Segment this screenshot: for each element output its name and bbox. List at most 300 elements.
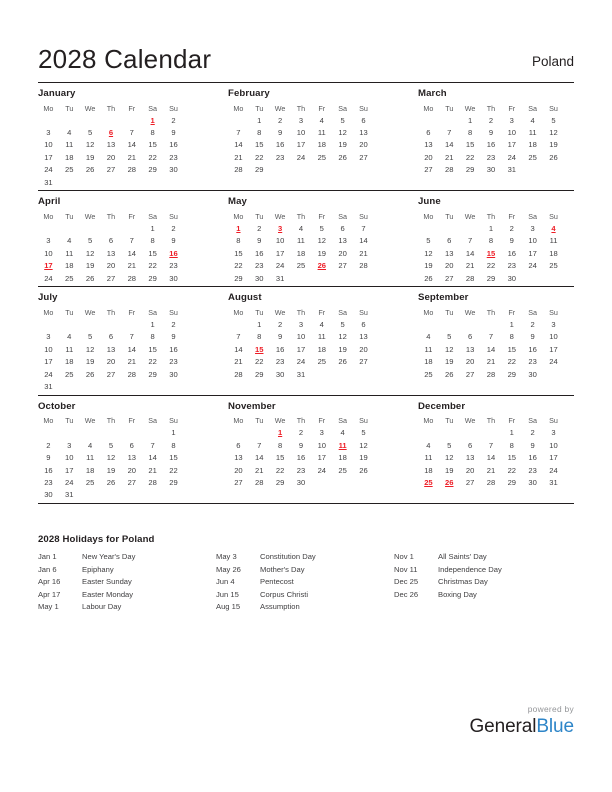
- day-cell: 10: [44, 140, 53, 150]
- day-cell: 31: [44, 381, 53, 391]
- weekday-header: Su: [169, 416, 178, 426]
- day-cell-empty: [121, 176, 142, 188]
- month-table: [418, 102, 564, 176]
- weekday-header: Fr: [128, 211, 136, 221]
- month-block-december: [394, 401, 572, 501]
- weekday-header: Su: [359, 103, 368, 113]
- month-name: October: [38, 400, 76, 412]
- weekday-header: Su: [169, 103, 178, 113]
- day-cell-holiday: 1: [150, 115, 155, 125]
- day-cell: 17: [44, 357, 53, 367]
- weekday-header-row: [228, 210, 374, 222]
- day-cell-empty: [163, 489, 184, 501]
- day-cell: 27: [465, 369, 475, 379]
- holiday-name: Assumption: [260, 602, 300, 612]
- day-cell-empty: [142, 427, 163, 439]
- day-cell: 26: [85, 165, 95, 175]
- day-cell: 15: [148, 140, 157, 150]
- day-cell: 9: [509, 236, 514, 246]
- day-cell-empty: [142, 380, 163, 392]
- day-cell: 5: [319, 224, 324, 234]
- day-cell: 25: [528, 152, 537, 162]
- week-row: [38, 439, 184, 451]
- day-cell-empty: [142, 489, 163, 501]
- week-row: [38, 272, 184, 284]
- week-row: [38, 176, 184, 188]
- week-row: [228, 368, 374, 380]
- day-cell: 22: [507, 465, 517, 475]
- holiday-date: May 3: [216, 552, 237, 561]
- quarter-row: [38, 190, 574, 286]
- day-cell: 6: [340, 224, 345, 234]
- day-cell: 27: [127, 477, 137, 487]
- holiday-date: May 26: [216, 564, 241, 574]
- day-cell: 5: [108, 440, 114, 450]
- week-row: [38, 476, 184, 488]
- list-item: [216, 564, 394, 577]
- weekday-header: Sa: [338, 211, 348, 221]
- day-cell: 3: [298, 319, 304, 329]
- day-cell: 28: [465, 273, 475, 283]
- weekday-header: We: [464, 211, 476, 221]
- weekday-header: Fr: [318, 416, 326, 426]
- day-cell: 5: [87, 236, 93, 246]
- holiday-date: Dec 25: [394, 577, 419, 587]
- day-cell-empty: [418, 222, 439, 234]
- week-row: [228, 331, 374, 343]
- page-title: 2028 Calendar: [38, 44, 212, 74]
- day-cell-empty: [80, 489, 101, 501]
- day-cell: 16: [275, 140, 285, 150]
- week-row: [228, 164, 374, 176]
- holiday-name: Mother's Day: [260, 564, 305, 574]
- day-cell: 2: [277, 319, 283, 329]
- day-cell: 28: [127, 273, 137, 283]
- weekday-header-row: [418, 306, 564, 318]
- day-cell: 21: [234, 152, 243, 162]
- day-cell: 21: [486, 465, 496, 475]
- day-cell: 16: [528, 453, 537, 463]
- list-item: [394, 551, 572, 564]
- day-cell: 9: [171, 236, 176, 246]
- day-cell: 30: [44, 490, 53, 500]
- day-cell: 17: [549, 344, 558, 354]
- day-cell: 14: [234, 344, 243, 354]
- day-cell-empty: [80, 380, 101, 392]
- weekday-header: Th: [486, 307, 496, 317]
- weekday-header: Fr: [318, 103, 326, 113]
- day-cell-empty: [163, 380, 184, 392]
- week-row: [38, 164, 184, 176]
- day-cell: 6: [467, 440, 473, 450]
- day-cell: 17: [296, 140, 306, 150]
- day-cell: 2: [46, 440, 51, 450]
- weekday-header: Su: [549, 103, 558, 113]
- day-cell-empty: [332, 272, 353, 284]
- day-cell: 10: [65, 453, 74, 463]
- day-cell: 9: [257, 236, 262, 246]
- day-cell: 15: [255, 140, 264, 150]
- day-cell-empty: [543, 272, 564, 284]
- day-cell: 16: [169, 344, 178, 354]
- day-cell: 25: [65, 273, 74, 283]
- day-cell: 11: [297, 236, 305, 246]
- week-row: [228, 343, 374, 355]
- weekday-header: Fr: [318, 307, 326, 317]
- day-cell: 5: [87, 128, 93, 138]
- day-cell-empty: [481, 318, 502, 330]
- day-cell: 4: [298, 224, 304, 234]
- calendar-grid: [38, 82, 574, 504]
- weekday-header: Su: [549, 416, 558, 426]
- day-cell-empty: [332, 164, 353, 176]
- day-cell: 31: [507, 165, 517, 175]
- month-name: December: [418, 400, 466, 412]
- day-cell: 24: [296, 152, 306, 162]
- day-cell: 31: [296, 369, 306, 379]
- week-row: [38, 427, 184, 439]
- day-cell: 28: [127, 369, 137, 379]
- day-cell-empty: [439, 222, 460, 234]
- day-cell: 23: [255, 261, 264, 271]
- day-cell: 8: [509, 440, 514, 450]
- day-cell: 22: [169, 465, 178, 475]
- day-cell: 20: [465, 357, 475, 367]
- day-cell: 13: [465, 344, 475, 354]
- day-cell: 24: [275, 261, 285, 271]
- day-cell: 15: [148, 344, 157, 354]
- week-row: [228, 247, 374, 259]
- weekday-header: Su: [359, 211, 368, 221]
- day-cell: 18: [65, 357, 74, 367]
- weekday-header: Tu: [255, 103, 264, 113]
- day-cell: 6: [108, 332, 114, 342]
- day-cell: 11: [317, 332, 326, 342]
- weekday-header: Sa: [528, 211, 538, 221]
- weekday-header-row: [418, 102, 564, 114]
- day-cell: 21: [127, 357, 137, 367]
- holiday-name: Independence Day: [438, 564, 502, 574]
- day-cell: 3: [46, 236, 51, 246]
- day-cell: 24: [296, 357, 306, 367]
- day-cell: 7: [467, 236, 473, 246]
- week-row: [418, 247, 564, 259]
- day-cell: 22: [507, 357, 517, 367]
- week-row: [418, 331, 564, 343]
- day-cell: 21: [127, 152, 137, 162]
- day-cell: 6: [108, 236, 114, 246]
- day-cell: 27: [359, 357, 368, 367]
- day-cell: 29: [255, 369, 264, 379]
- list-item: [216, 589, 394, 602]
- week-row: [418, 151, 564, 163]
- day-cell: 16: [528, 344, 537, 354]
- day-cell: 29: [507, 477, 517, 487]
- day-cell: 11: [86, 453, 95, 463]
- week-row: [418, 451, 564, 463]
- day-cell: 7: [488, 332, 494, 342]
- day-cell-empty: [353, 368, 374, 380]
- day-cell: 13: [106, 344, 116, 354]
- day-cell: 15: [148, 248, 157, 258]
- day-cell: 8: [277, 440, 283, 450]
- day-cell-empty: [121, 427, 142, 439]
- week-row: [418, 222, 564, 234]
- day-cell: 23: [44, 477, 53, 487]
- day-cell: 10: [275, 236, 285, 246]
- day-cell-empty: [418, 318, 439, 330]
- day-cell: 2: [171, 224, 176, 234]
- day-cell: 27: [106, 273, 116, 283]
- day-cell-empty: [121, 222, 142, 234]
- month-table: [228, 306, 374, 380]
- day-cell-empty: [311, 476, 332, 488]
- day-cell: 22: [486, 261, 496, 271]
- day-cell-empty: [439, 114, 460, 126]
- day-cell: 18: [338, 453, 347, 463]
- weekday-header-row: [38, 306, 184, 318]
- weekday-header-row: [418, 415, 564, 427]
- day-cell: 3: [46, 128, 51, 138]
- holiday-name: Boxing Day: [438, 589, 477, 599]
- month-name: November: [228, 400, 276, 412]
- day-cell: 3: [67, 440, 72, 450]
- day-cell-empty: [101, 176, 122, 188]
- day-cell: 10: [44, 344, 53, 354]
- day-cell: 5: [426, 236, 431, 246]
- weekday-header-row: [38, 102, 184, 114]
- day-cell: 19: [359, 453, 368, 463]
- weekday-header: We: [84, 307, 96, 317]
- week-row: [418, 114, 564, 126]
- weekday-header: Th: [106, 416, 116, 426]
- day-cell: 26: [338, 152, 347, 162]
- day-cell: 20: [127, 465, 137, 475]
- day-cell: 15: [169, 453, 178, 463]
- month-block-july: [38, 292, 216, 392]
- day-cell: 18: [317, 140, 327, 150]
- day-cell: 23: [528, 357, 537, 367]
- day-cell: 24: [44, 165, 53, 175]
- weekday-header: Th: [106, 211, 116, 221]
- week-row: [418, 260, 564, 272]
- week-row: [228, 451, 374, 463]
- day-cell: 13: [234, 453, 243, 463]
- weekday-header: Mo: [43, 211, 54, 221]
- month-table: [228, 415, 374, 489]
- day-cell: 18: [65, 261, 74, 271]
- day-cell: 13: [359, 332, 368, 342]
- weekday-header: Fr: [508, 103, 516, 113]
- weekday-header: Mo: [423, 211, 434, 221]
- day-cell: 10: [528, 236, 537, 246]
- month-name: February: [228, 88, 270, 99]
- day-cell: 19: [85, 357, 95, 367]
- day-cell-empty: [311, 368, 332, 380]
- weekday-header: We: [84, 103, 96, 113]
- list-item: [38, 589, 216, 602]
- day-cell: 4: [530, 115, 535, 125]
- day-cell-empty: [121, 489, 142, 501]
- day-cell: 23: [169, 357, 178, 367]
- day-cell: 19: [106, 465, 116, 475]
- weekday-header-row: [228, 415, 374, 427]
- day-cell: 8: [257, 128, 262, 138]
- weekday-header: Fr: [508, 416, 516, 426]
- day-cell: 24: [528, 261, 537, 271]
- day-cell: 25: [296, 261, 306, 271]
- day-cell: 24: [549, 357, 558, 367]
- day-cell-empty: [59, 222, 80, 234]
- holiday-column: [394, 551, 572, 614]
- day-cell: 11: [65, 344, 74, 354]
- day-cell: 4: [67, 128, 72, 138]
- day-cell: 4: [87, 440, 93, 450]
- day-cell: 27: [106, 165, 116, 175]
- month-table: [38, 210, 184, 284]
- day-cell: 8: [150, 332, 155, 342]
- day-cell-empty: [311, 272, 332, 284]
- day-cell: 8: [171, 440, 176, 450]
- week-row: [38, 247, 184, 259]
- day-cell: 4: [426, 332, 431, 342]
- day-cell: 3: [298, 115, 304, 125]
- day-cell: 29: [148, 165, 157, 175]
- day-cell: 29: [169, 477, 178, 487]
- day-cell: 12: [338, 332, 347, 342]
- day-cell: 4: [67, 236, 72, 246]
- weekday-header: Mo: [233, 416, 244, 426]
- day-cell: 30: [275, 369, 285, 379]
- week-row: [228, 151, 374, 163]
- day-cell: 9: [171, 128, 176, 138]
- day-cell-holiday: 4: [551, 224, 556, 234]
- generalblue-logo: [374, 715, 574, 739]
- day-cell: 9: [277, 332, 283, 342]
- day-cell: 7: [488, 440, 494, 450]
- day-cell: 17: [44, 152, 53, 162]
- day-cell: 28: [127, 165, 137, 175]
- day-cell: 15: [275, 453, 285, 463]
- week-row: [418, 126, 564, 138]
- day-cell: 12: [445, 453, 454, 463]
- day-cell: 18: [424, 357, 433, 367]
- day-cell-empty: [38, 114, 59, 126]
- month-name: August: [228, 292, 262, 304]
- day-cell-empty: [228, 427, 249, 439]
- week-row: [418, 476, 564, 488]
- day-cell-empty: [142, 176, 163, 188]
- month-block-november: [216, 401, 394, 501]
- holiday-name: New Year's Day: [82, 552, 136, 561]
- day-cell: 3: [509, 115, 514, 125]
- day-cell: 8: [488, 236, 494, 246]
- day-cell: 16: [296, 453, 306, 463]
- week-row: [228, 272, 374, 284]
- day-cell: 7: [236, 332, 241, 342]
- weekday-header: Tu: [65, 307, 74, 317]
- day-cell: 25: [65, 165, 74, 175]
- weekday-header: Mo: [43, 416, 54, 426]
- day-cell-empty: [522, 164, 543, 176]
- day-cell: 29: [465, 165, 475, 175]
- day-cell: 20: [424, 152, 433, 162]
- day-cell: 22: [148, 261, 157, 271]
- week-row: [38, 114, 184, 126]
- holiday-name: Pentecost: [260, 577, 294, 587]
- day-cell-holiday: 3: [277, 224, 283, 234]
- weekday-header: Mo: [233, 307, 244, 317]
- day-cell-empty: [59, 114, 80, 126]
- weekday-header-row: [418, 210, 564, 222]
- day-cell-empty: [543, 368, 564, 380]
- week-row: [38, 139, 184, 151]
- day-cell: 17: [275, 248, 285, 258]
- day-cell: 7: [257, 440, 262, 450]
- day-cell: 8: [150, 236, 155, 246]
- day-cell: 27: [445, 273, 454, 283]
- day-cell-empty: [291, 272, 312, 284]
- day-cell: 20: [234, 465, 243, 475]
- day-cell: 6: [361, 319, 366, 329]
- day-cell: 11: [549, 236, 558, 246]
- day-cell-empty: [59, 176, 80, 188]
- day-cell: 6: [129, 440, 134, 450]
- day-cell: 14: [445, 140, 454, 150]
- holiday-column: [216, 551, 394, 614]
- month-name: March: [418, 88, 447, 99]
- day-cell: 23: [169, 261, 178, 271]
- day-cell: 30: [169, 273, 178, 283]
- day-cell: 23: [275, 152, 285, 162]
- month-block-september: [394, 292, 572, 392]
- day-cell: 11: [424, 453, 433, 463]
- day-cell: 20: [106, 261, 116, 271]
- week-row: [38, 355, 184, 367]
- day-cell: 7: [129, 332, 134, 342]
- day-cell: 20: [465, 465, 475, 475]
- day-cell: 7: [150, 440, 155, 450]
- weekday-header: Th: [486, 103, 496, 113]
- week-row: [38, 222, 184, 234]
- weekday-header: Su: [169, 307, 178, 317]
- month-block-january: [38, 88, 216, 188]
- week-row: [228, 126, 374, 138]
- holiday-name: Easter Sunday: [82, 577, 132, 587]
- day-cell-empty: [80, 427, 101, 439]
- day-cell: 21: [465, 261, 475, 271]
- week-row: [418, 235, 564, 247]
- month-table: [418, 306, 564, 380]
- day-cell-empty: [101, 427, 122, 439]
- holiday-column: [38, 551, 216, 614]
- list-item: [216, 601, 394, 614]
- day-cell-empty: [121, 380, 142, 392]
- week-row: [418, 139, 564, 151]
- day-cell: 20: [359, 344, 368, 354]
- day-cell: 1: [257, 115, 262, 125]
- day-cell: 2: [509, 224, 514, 234]
- day-cell: 14: [359, 236, 368, 246]
- day-cell: 22: [148, 152, 157, 162]
- weekday-header: Fr: [508, 211, 516, 221]
- weekday-header: Tu: [65, 103, 74, 113]
- day-cell: 14: [465, 248, 475, 258]
- month-block-june: [394, 196, 572, 284]
- weekday-header: Su: [549, 211, 558, 221]
- day-cell: 8: [257, 332, 262, 342]
- day-cell: 5: [87, 332, 93, 342]
